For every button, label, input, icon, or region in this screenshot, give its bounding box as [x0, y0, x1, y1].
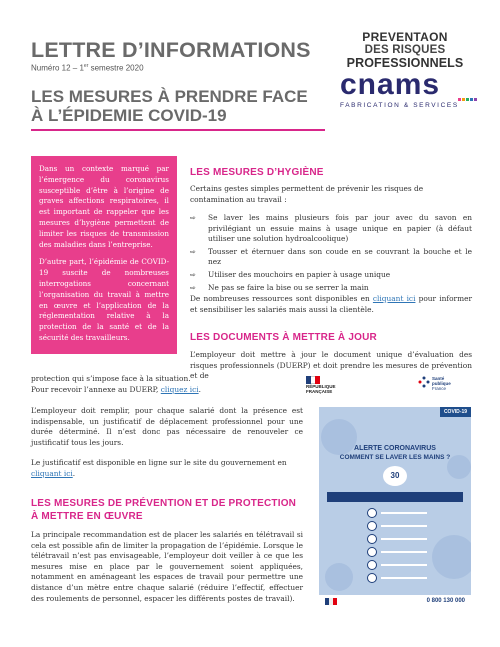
arrow-icon: ⇨: [190, 214, 196, 222]
republique-francaise-logo: RÉPUBLIQUE FRANÇAISE: [306, 376, 346, 394]
list-item: ⇨ Ne pas se faire la bise ou se serrer la main: [190, 282, 369, 292]
hygiene-resources-link[interactable]: cliquant ici: [372, 294, 416, 303]
arrow-icon: ⇨: [190, 270, 196, 279]
hand-icon: [367, 547, 377, 557]
poster-step: [367, 560, 427, 569]
arrow-icon: ⇨: [190, 247, 196, 256]
poster-footer: [319, 595, 471, 609]
intro-paragraph-2: D’autre part, l’épidémie de COVID-19 suscite de nombreuses interrogations concernant l’organisation du travail à mettre en œuvre et l’application de la réglementation relative à la protection de la santé et de la sécurité des travailleurs.: [39, 257, 169, 342]
prevention-logo-line3: PROFESSIONNELS: [346, 56, 464, 70]
hand-icon: [367, 560, 377, 570]
poster-alert-title: ALERTE CORONAVIRUS: [354, 445, 436, 452]
poster-step: [367, 573, 427, 582]
sante-publique-france-logo: Santé publique France: [418, 376, 472, 391]
documents-paragraph-1: L’employeur doit mettre à jour le document unique d’évaluation des risques professionnels (DUERP) et doit prendre les mesures de prévention et de: [190, 350, 472, 381]
spf-dots-icon: [418, 376, 430, 388]
justificatif-link[interactable]: cliquant ici: [31, 468, 73, 478]
prevention-logo-line2: DES RISQUES: [364, 44, 446, 56]
intro-paragraph-1: Dans un contexte marqué par l’émergence du coronavirus susceptible d’être à l’origine de graves affections respiratoires, il est important de rappeler que les mesures d’hygiène permettent de limiter les risques de transmission des maladies dans l’entreprise.: [39, 164, 169, 249]
poster-phone-number: 0 800 130 000: [426, 598, 465, 604]
cnams-logo: [340, 70, 480, 109]
prevention-logo-line1: PREVENTAON: [362, 30, 448, 44]
documents-paragraph-3: L’employeur doit remplir, pour chaque salarié dont la présence est indispensable, un justificatif de déplacement professionnel pour une durée déterminé. Il n’est donc pas nécessaire de renouveler ce justificatif tous les jours.: [31, 406, 303, 447]
poster-step: [367, 521, 427, 530]
issue-info: Numéro 12 – 1er semestre 2020: [31, 63, 144, 73]
french-flag-icon: [325, 598, 337, 605]
headline-rule: [31, 129, 325, 131]
documents-paragraph-2: protection qui s’impose face à la situation. Pour recevoir l’annexe au DUERP, cliquez ici.: [31, 374, 201, 394]
arrow-icon: ⇨: [190, 283, 196, 292]
prevention-heading: LES MESURES DE PRÉVENTION ET DE PROTECTION À METTRE EN ŒUVRE: [31, 498, 297, 522]
cnams-dots-icon: [458, 88, 486, 94]
poster-covid-tag: COVID-19: [440, 407, 471, 417]
list-item: ⇨ Tousser et éternuer dans son coude en se couvrant la bouche et le nez: [190, 246, 472, 267]
poster-seconds-badge: 30: [383, 466, 407, 486]
hygiene-resources: De nombreuses ressources sont disponibles en cliquant ici pour informer et sensibiliser les salariés mais aussi la clientèle.: [190, 294, 472, 314]
handwashing-poster: [319, 407, 471, 609]
page-headline: LES MESURES À PRENDRE FACE À L’ÉPIDEMIE COVID-19: [31, 87, 308, 125]
hygiene-bullet-list: [190, 213, 472, 295]
list-item: ⇨ Se laver les mains plusieurs fois par jour avec du savon en privilégiant un essuie mains à usage unique en papier (à défaut utiliser une solution hydroalcoolique): [190, 213, 472, 244]
cnams-tagline: FABRICATION & SERVICES: [340, 102, 459, 109]
poster-step: [367, 547, 427, 556]
poster-step: [367, 508, 427, 517]
hygiene-heading: LES MESURES D’HYGIÈNE: [190, 167, 324, 178]
documents-heading: LES DOCUMENTS À METTRE À JOUR: [190, 332, 377, 343]
prevention-paragraph: La principale recommandation est de placer les salariés en télétravail si cela est possible afin de limiter la propagation de l’épidémie. Lorsque le télétravail n’est pas envisageable, l’employeur doit veiller à ce que les mesures mise en place par le gouvernement soient appliquées, notamment en aménageant les espaces de travail pour permettre une distance d’un mètre entre chaque salarié (réduire l’effectif, effectuer des roulements de personnel, espacer les différents postes de travail).: [31, 530, 303, 603]
list-item: ⇨ Utiliser des mouchoirs en papier à usage unique: [190, 269, 391, 279]
hand-icon: [367, 573, 377, 583]
hand-icon: [367, 534, 377, 544]
poster-info-band: [327, 492, 463, 502]
hygiene-intro: Certains gestes simples permettent de prévenir les risques de contamination au travail :: [190, 184, 424, 204]
prevention-logo: [340, 30, 470, 70]
french-flag-icon: [306, 376, 320, 384]
newsletter-title: LETTRE D’INFORMATIONS: [31, 38, 311, 62]
duerp-annex-link[interactable]: cliquez ici: [160, 384, 199, 394]
poster-step: [367, 534, 427, 543]
hand-icon: [367, 521, 377, 531]
hand-icon: [367, 508, 377, 518]
cnams-wordmark: cnams: [340, 68, 441, 101]
poster-question: COMMENT SE LAVER LES MAINS ?: [339, 454, 451, 461]
intro-box: [31, 156, 177, 354]
documents-paragraph-4: Le justificatif est disponible en ligne sur le site du gouvernement en cliquant ici.: [31, 458, 287, 478]
